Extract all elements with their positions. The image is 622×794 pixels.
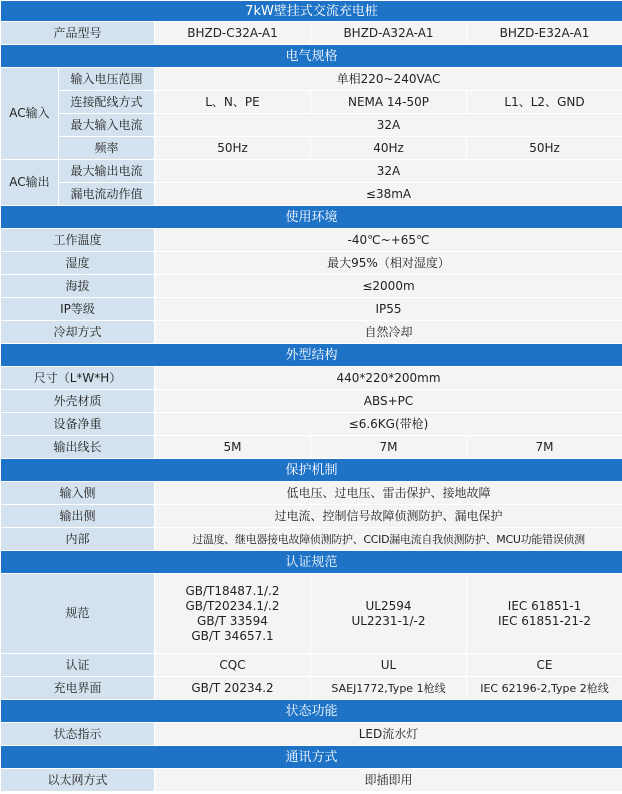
standard-item: GB/T 34657.1 <box>191 628 274 643</box>
interface-label: 充电界面 <box>1 677 155 700</box>
size-label: 尺寸（L*W*H） <box>1 367 155 390</box>
material-label: 外壳材质 <box>1 390 155 413</box>
standard-item: UL2594 <box>365 598 412 613</box>
output-side-value: 过电流、控制信号故障侦测防护、漏电保护 <box>155 505 622 528</box>
altitude-label: 海拔 <box>1 275 155 298</box>
cooling-value: 自然冷却 <box>155 321 622 344</box>
frequency-c32a: 50Hz <box>155 137 311 160</box>
section-protection: 保护机制 <box>1 459 622 482</box>
humidity-label: 湿度 <box>1 252 155 275</box>
weight-value: ≤6.6KG(带枪) <box>155 413 622 436</box>
section-status: 状态功能 <box>1 700 622 723</box>
status-indicator-label: 状态指示 <box>1 723 155 746</box>
cert-c32a: CQC <box>155 654 311 677</box>
size-value: 440*220*200mm <box>155 367 622 390</box>
ip-rating-label: IP等级 <box>1 298 155 321</box>
max-input-current-label: 最大输入电流 <box>59 114 155 137</box>
ac-output-group-label: AC输出 <box>1 160 59 206</box>
cert-label: 认证 <box>1 654 155 677</box>
leakage-value: ≤38mA <box>155 183 622 206</box>
max-output-current-label: 最大输出电流 <box>59 160 155 183</box>
section-environment: 使用环境 <box>1 206 622 229</box>
section-communication: 通讯方式 <box>1 746 622 769</box>
wiring-label: 连接配线方式 <box>59 91 155 114</box>
section-structure: 外型结构 <box>1 344 622 367</box>
interface-c32a: GB/T 20234.2 <box>155 677 311 700</box>
model-label: 产品型号 <box>1 22 155 45</box>
standard-item: GB/T20234.1/.2 <box>185 598 280 613</box>
frequency-a32a: 40Hz <box>311 137 467 160</box>
output-side-label: 输出侧 <box>1 505 155 528</box>
ac-input-group-label: AC输入 <box>1 68 59 160</box>
op-temp-value: -40℃~+65℃ <box>155 229 622 252</box>
wiring-e32a: L1、L2、GND <box>467 91 622 114</box>
standard-label: 规范 <box>1 574 155 654</box>
cable-length-c32a: 5M <box>155 436 311 459</box>
cable-length-label: 输出线长 <box>1 436 155 459</box>
material-value: ABS+PC <box>155 390 622 413</box>
model-a32a: BHZD-A32A-A1 <box>311 22 467 45</box>
wiring-c32a: L、N、PE <box>155 91 311 114</box>
frequency-label: 频率 <box>59 137 155 160</box>
standard-item: IEC 61851-21-2 <box>497 613 592 628</box>
standard-c32a <box>155 574 311 654</box>
standard-item: IEC 61851-1 <box>507 598 582 613</box>
standard-a32a <box>311 574 467 654</box>
interface-e32a: IEC 62196-2,Type 2枪线 <box>467 677 622 700</box>
leakage-label: 漏电流动作值 <box>59 183 155 206</box>
input-side-label: 输入侧 <box>1 482 155 505</box>
op-temp-label: 工作温度 <box>1 229 155 252</box>
wiring-a32a: NEMA 14-50P <box>311 91 467 114</box>
input-voltage-label: 输入电压范围 <box>59 68 155 91</box>
standard-item: UL2231-1/-2 <box>351 613 426 628</box>
input-side-value: 低电压、过电压、雷击保护、接地故障 <box>155 482 622 505</box>
cable-length-e32a: 7M <box>467 436 622 459</box>
ip-rating-value: IP55 <box>155 298 622 321</box>
status-indicator-value: LED流水灯 <box>155 723 622 746</box>
ethernet-label: 以太网方式 <box>1 769 155 792</box>
table-title: 7kW壁挂式交流充电桩 <box>1 1 622 22</box>
cooling-label: 冷却方式 <box>1 321 155 344</box>
section-electrical: 电气规格 <box>1 45 622 68</box>
weight-label: 设备净重 <box>1 413 155 436</box>
frequency-e32a: 50Hz <box>467 137 622 160</box>
input-voltage-value: 单相220~240VAC <box>155 68 622 91</box>
cable-length-a32a: 7M <box>311 436 467 459</box>
internal-label: 内部 <box>1 528 155 551</box>
cert-a32a: UL <box>311 654 467 677</box>
standard-e32a <box>467 574 622 654</box>
model-c32a: BHZD-C32A-A1 <box>155 22 311 45</box>
standard-item: GB/T 33594 <box>197 613 268 628</box>
model-e32a: BHZD-E32A-A1 <box>467 22 622 45</box>
ethernet-value: 即插即用 <box>155 769 622 792</box>
max-input-current-value: 32A <box>155 114 622 137</box>
cert-e32a: CE <box>467 654 622 677</box>
internal-value: 过温度、继电器接电故障侦测防护、CCID漏电流自我侦测防护、MCU功能错误侦测 <box>155 528 622 551</box>
max-output-current-value: 32A <box>155 160 622 183</box>
section-certification: 认证规范 <box>1 551 622 574</box>
standard-item: GB/T18487.1/.2 <box>185 583 280 598</box>
humidity-value: 最大95%（相对湿度） <box>155 252 622 275</box>
interface-a32a: SAEJ1772,Type 1枪线 <box>311 677 467 700</box>
altitude-value: ≤2000m <box>155 275 622 298</box>
